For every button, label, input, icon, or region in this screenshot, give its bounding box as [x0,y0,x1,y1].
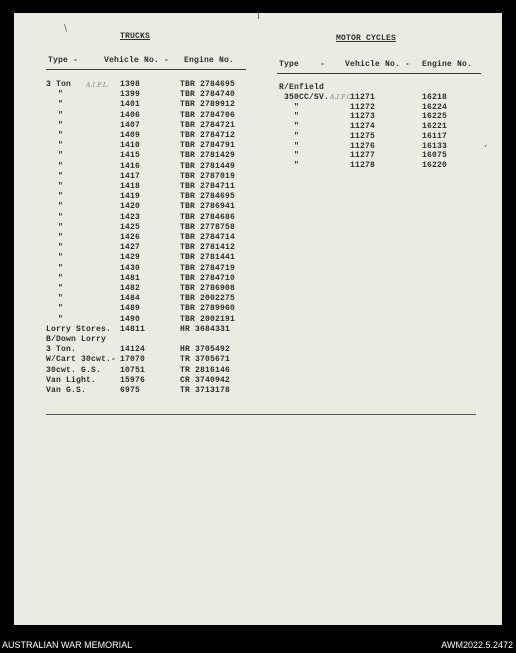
motorcycle-vehicle-cell: 11271 [350,93,376,102]
truck-engine-cell: TR 2816146 [180,365,231,375]
truck-engine-cell: CR 3740942 [180,375,231,385]
motorcycle-type-cell: " [294,160,300,170]
motorcycle-type-cell: " [294,151,300,161]
truck-type-cell: " [58,161,64,171]
truck-vehicle-cell: 1484 [120,294,141,304]
truck-vehicle-cell: 1481 [120,273,141,283]
footer-accession-number: AWM2022.5.2472 [441,640,513,650]
truck-type-cell: " [58,253,64,263]
truck-type-cell: " [58,212,64,222]
truck-vehicle-cell: 1427 [120,243,141,253]
trucks-annotation: A.I.F.L. [86,82,110,89]
motorcycle-engine-cell: 16117 [422,131,448,141]
truck-engine-cell: TBR 2784695 [180,80,236,89]
motorcycle-engine-cell: 16224 [422,102,448,112]
truck-engine-cell: TBR 2781412 [180,243,236,253]
truck-vehicle-cell: 1399 [120,90,141,100]
truck-vehicle-cell: 1425 [120,222,141,232]
motorcycle-engine-cell: 16133 [422,141,448,151]
bottom-rule [46,414,476,415]
truck-type-cell: Van G.S. [46,386,87,395]
truck-engine-cell: TBR 2784714 [180,233,236,242]
truck-type-cell: " [58,314,64,324]
truck-type-cell: " [58,171,64,181]
motorcycle-vehicle-cell: 11274 [350,122,376,132]
truck-vehicle-cell: 1423 [120,212,141,222]
pencil-mark: ʻ [484,144,488,155]
truck-vehicle-cell: 10751 [120,365,146,375]
motorcycle-vehicle-cell: 11273 [350,112,376,122]
truck-engine-cell: TBR 2784710 [180,273,236,283]
truck-type-cell: W/Cart 30cwt.- [46,355,117,365]
truck-vehicle-cell: 1416 [120,161,141,171]
motorcycles-header-rule [277,73,481,74]
motorcycles-col-dash: - [320,60,326,69]
motorcycle-vehicle-cell: 11272 [350,102,376,112]
truck-type-cell: " [58,294,64,304]
staple-mark: | [257,10,260,19]
truck-engine-cell: TBR 2784791 [180,141,236,151]
truck-engine-cell: TBR 2784711 [180,182,236,191]
truck-vehicle-cell: 1406 [120,110,141,120]
truck-vehicle-cell: 1410 [120,141,141,151]
truck-vehicle-cell: 14124 [120,345,146,355]
motorcycle-engine-cell: 16218 [422,93,448,102]
truck-vehicle-cell: 1417 [120,171,141,181]
truck-type-cell: " [58,222,64,232]
motorcycle-vehicle-cell: 11276 [350,141,376,151]
motorcycles-col-type: Type [279,60,300,69]
truck-vehicle-cell: 1415 [120,151,141,161]
trucks-col-engine: Engine No. [184,56,235,65]
truck-vehicle-cell: 1482 [120,284,141,293]
truck-engine-cell: TBR 2781441 [180,253,236,263]
motorcycle-type-cell: 350CC/SV. [284,93,330,102]
truck-type-cell: " [58,141,64,151]
truck-type-cell: " [58,90,64,100]
truck-vehicle-cell: 1420 [120,202,141,212]
motorcycles-col-vehicle: Vehicle No. - [345,60,411,69]
truck-engine-cell: TBR 2002275 [180,294,236,304]
trucks-col-type: Type - [48,56,79,65]
motorcycle-engine-cell: 16221 [422,122,448,132]
truck-vehicle-cell: 1489 [120,304,141,314]
truck-engine-cell: TBR 2784721 [180,120,236,130]
truck-type-cell: " [58,273,64,283]
truck-type-cell: " [58,120,64,130]
truck-engine-cell: TBR 2789912 [180,100,236,110]
truck-engine-cell: TBR 2778758 [180,222,236,232]
truck-type-cell: " [58,233,64,242]
truck-engine-cell: HR 3684331 [180,324,231,334]
truck-type-cell: " [58,263,64,273]
truck-vehicle-cell: 1419 [120,192,141,202]
truck-engine-cell: TBR 2786908 [180,284,236,293]
truck-type-cell: " [58,202,64,212]
truck-vehicle-cell: 1409 [120,131,141,140]
truck-type-cell: " [58,151,64,161]
truck-engine-cell: TBR 2784740 [180,90,236,100]
motorcycle-type-cell: " [294,122,300,132]
truck-engine-cell: TBR 2789960 [180,304,236,314]
truck-type-cell: " [58,100,64,110]
trucks-col-vehicle: Vehicle No. - [104,56,170,65]
truck-engine-cell: TR 3713178 [180,386,231,395]
truck-vehicle-cell: 1430 [120,263,141,273]
truck-engine-cell: TBR 2781449 [180,161,236,171]
truck-vehicle-cell: 1429 [120,253,141,263]
truck-vehicle-cell: 1490 [120,314,141,324]
truck-type-cell: " [58,304,64,314]
motorcycle-engine-cell: 16225 [422,112,448,122]
truck-vehicle-cell: 1407 [120,120,141,130]
motorcycles-annotation: A.I.F.C. [330,94,354,101]
footer-archive-name: AUSTRALIAN WAR MEMORIAL [2,640,133,650]
truck-type-cell: Van Light. [46,375,97,385]
motorcycle-type-cell: " [294,131,300,141]
motorcycle-engine-cell: 16220 [422,160,448,170]
truck-vehicle-cell: 1418 [120,182,141,191]
truck-vehicle-cell: 14811 [120,324,146,334]
motorcycles-col-engine: Engine No. [422,60,473,69]
truck-engine-cell: TBR 2002191 [180,314,236,324]
truck-type-cell: " [58,182,64,191]
truck-vehicle-cell: 6975 [120,386,141,395]
motorcycle-engine-cell: 16075 [422,151,448,161]
trucks-heading: TRUCKS [120,32,151,41]
truck-type-cell: " [58,284,64,293]
truck-type-cell: 30cwt. G.S. [46,365,102,375]
truck-type-cell: " [58,192,64,202]
truck-engine-cell: TBR 2787019 [180,171,236,181]
truck-type-cell: 3 Ton. [46,345,77,355]
motorcycle-vehicle-cell: 11277 [350,151,376,161]
truck-type-cell: Lorry Stores. [46,324,112,334]
pencil-tick-mark: \ [64,24,68,34]
truck-type-cell: " [58,243,64,253]
motorcycle-vehicle-cell: 11275 [350,131,376,141]
motorcycle-type-cell: " [294,112,300,122]
motorcycles-make: R/Enfield [279,83,325,92]
truck-vehicle-cell: 1398 [120,80,141,89]
truck-type-cell: " [58,131,64,140]
truck-vehicle-cell: 1426 [120,233,141,242]
truck-type-cell: 3 Ton [46,80,72,89]
trucks-header-rule [46,69,246,70]
truck-engine-cell: TBR 2784695 [180,192,236,202]
truck-engine-cell: TBR 2784706 [180,110,236,120]
truck-engine-cell: HR 3705492 [180,345,231,355]
motorcycle-type-cell: " [294,141,300,151]
truck-engine-cell: TBR 2784686 [180,212,236,222]
truck-type-cell: " [58,110,64,120]
truck-engine-cell: TBR 2784712 [180,131,236,140]
motorcycle-type-cell: " [294,102,300,112]
truck-vehicle-cell: 15976 [120,375,146,385]
truck-vehicle-cell: 17070 [120,355,146,365]
motorcycle-vehicle-cell: 11278 [350,160,376,170]
truck-type-cell: B/Down Lorry [46,335,107,344]
motorcycles-heading: MOTOR CYCLES [336,34,397,43]
truck-vehicle-cell: 1401 [120,100,141,110]
truck-engine-cell: TBR 2781429 [180,151,236,161]
truck-engine-cell: TBR 2784719 [180,263,236,273]
truck-engine-cell: TBR 2786941 [180,202,236,212]
truck-engine-cell: TR 3705671 [180,355,231,365]
